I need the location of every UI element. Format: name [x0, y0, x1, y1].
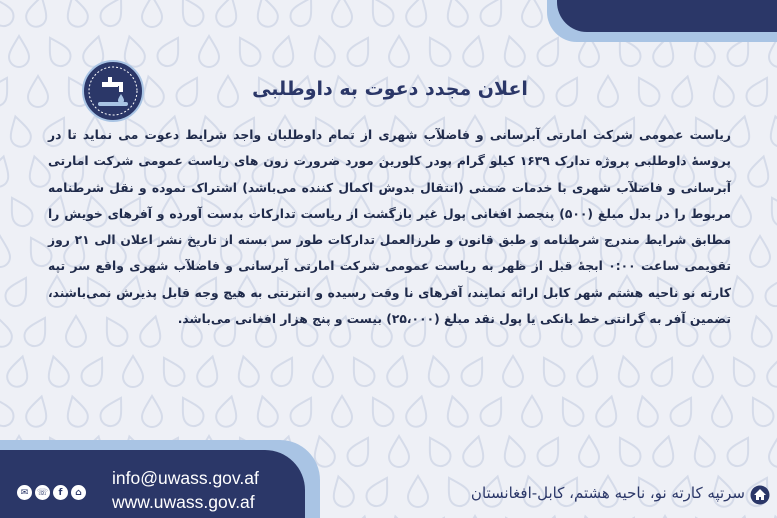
home-icon	[750, 485, 770, 505]
page-title: اعلان مجدد دعوت به داوطلبی	[252, 78, 528, 100]
home-icon[interactable]: ⌂	[71, 485, 86, 500]
address-text: سرتپه کارته نو، ناحیه هشتم، کابل-افغانستان	[470, 484, 745, 502]
email-icon[interactable]: ✉	[17, 485, 32, 500]
phone-icon[interactable]: ☏	[35, 485, 50, 500]
announcement-body: ریاست عمومی شرکت امارتی آبرسانی و فاضلآب شهری از تمام داوطلبان واجد شرایط دعوت می نماید تا در پروسهٔ داوطلبی پروژه تدارک ۱۶۳۹ کیلو گرام پودر کلورین مورد ضرورت زون های ریاست عمومی شرکت امارتی آبرسانی و فاضلآب شهری با خدمات ضمنی (انتقال بدوش اکمال کننده می‌باشد) اشتراک نموده و نقل شرطنامه مربوط را در بدل مبلغ (۵۰۰) پنجصد افغانی پول غیر بازگشت از ریاست تدارکات بدست آورده و آفرهای خویش را مطابق شرایط مندرج شرطنامه و طبق قانون و طرزالعمل تدارکات طور سر بسته از تاریخ نشر اعلان الی ۲۱ روز تقویمی ساعت ۰:۰۰ ابجهٔ قبل از ظهر به ریاست عمومی شرکت امارتی آبرسانی و فاضلآب شهری واقع سر تپه کارته نو ناحیه هشتم شهر کابل ارائه نمایند، آفرهای نا وقت رسیده و انترنتی به هیچ وجه قابل پذیرش نمی‌باشند، تضمین آفر به گرانتی خط بانکی یا پول نقد مبلغ (۲۵،۰۰۰) بیست و پنج هزار افغانی می‌باشد.	[48, 128, 731, 327]
corner-band-top-right	[557, 0, 777, 32]
email-link[interactable]: info@uwass.gov.af	[112, 468, 259, 488]
contact-info	[112, 466, 259, 514]
social-icons	[17, 485, 86, 500]
uwass-logo	[82, 60, 144, 122]
website-link[interactable]: www.uwass.gov.af	[112, 492, 255, 512]
facebook-icon[interactable]: f	[53, 485, 68, 500]
